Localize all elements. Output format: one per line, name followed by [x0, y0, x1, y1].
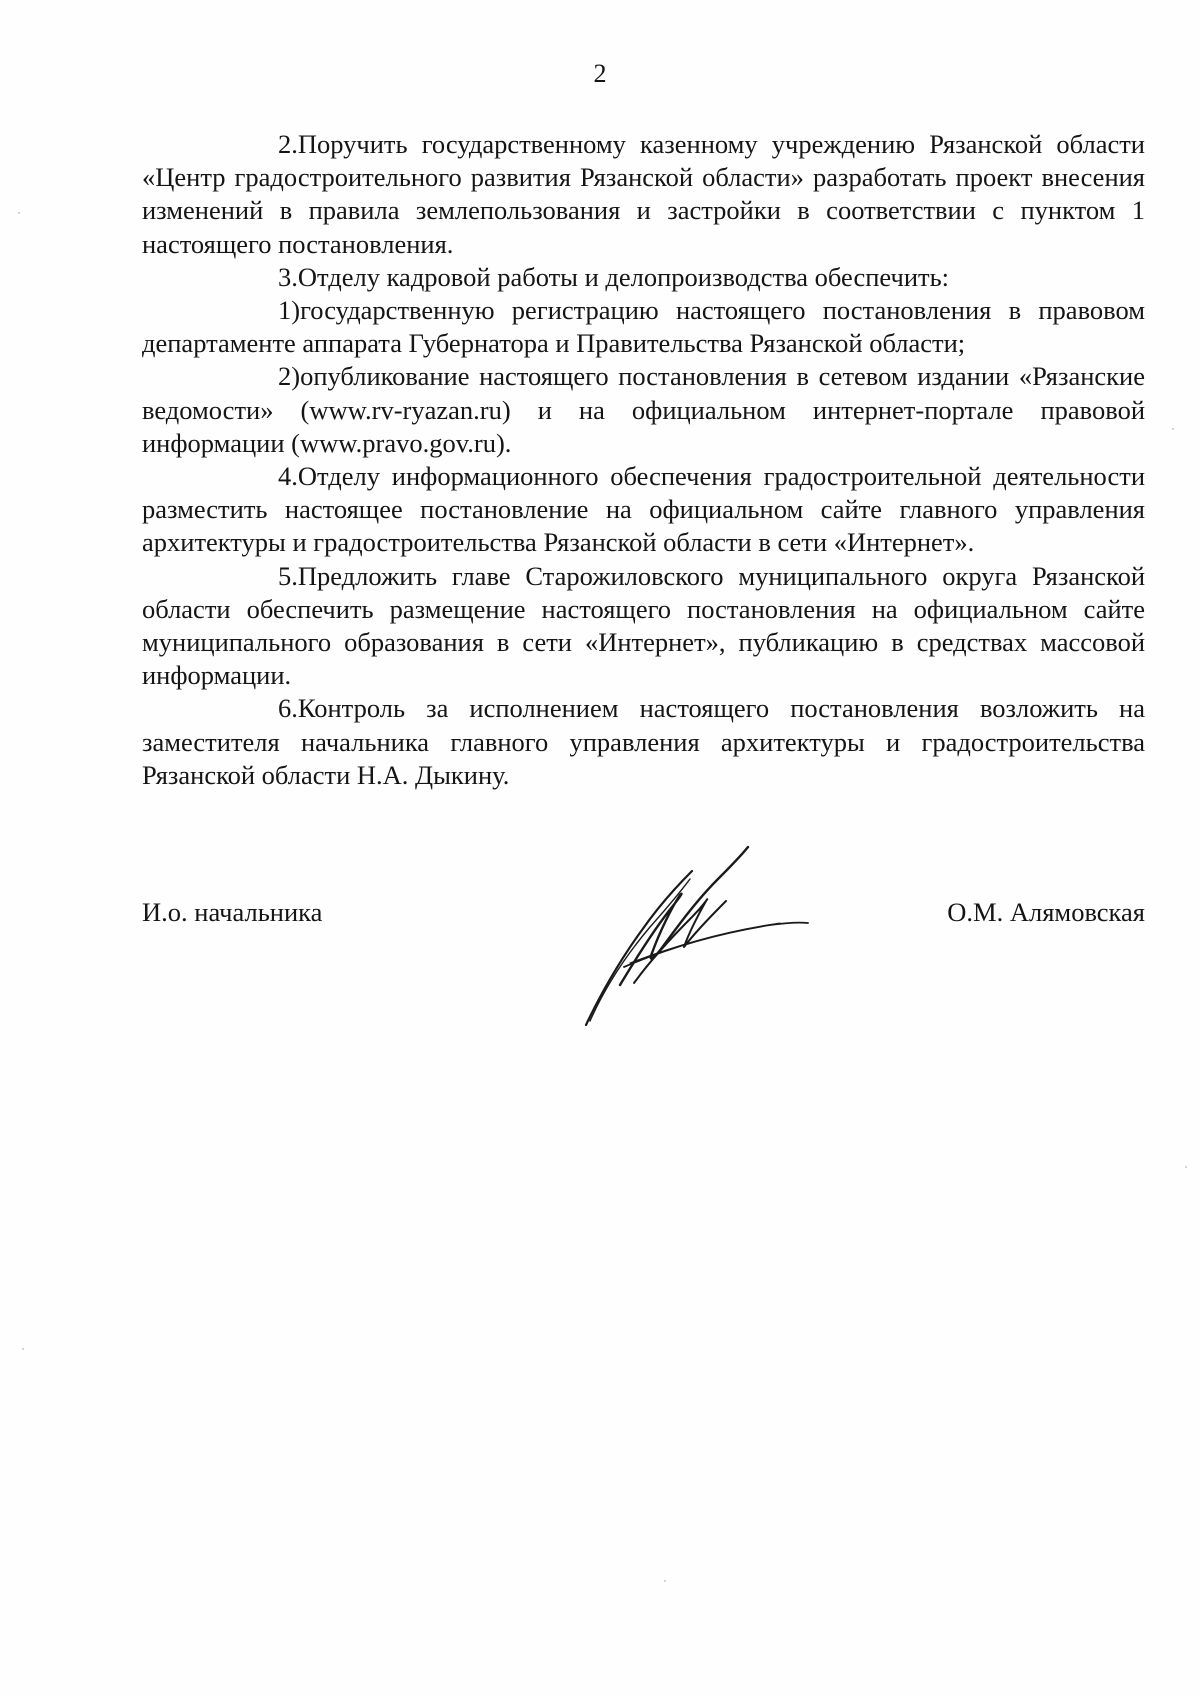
paragraph-item-4	[142, 460, 1145, 560]
paragraph-item-2	[142, 128, 1145, 261]
paragraph-text: государственную регистрацию настоящего постановления в правовом департаменте аппарата Губернатора и Правительства Рязанской области;	[142, 295, 1145, 359]
paragraph-text: Контроль за исполнением настоящего постановления возложить на заместителя начальника главного управления архитектуры и градостроительства Рязанской области Н.А. Дыкину.	[142, 693, 1145, 790]
signatory-name: О.М. Алямовская	[947, 897, 1145, 927]
paragraph-number: 2.	[278, 129, 298, 159]
scan-speck	[18, 212, 20, 214]
scan-speck	[22, 1348, 24, 1350]
page-number: 2	[593, 59, 607, 88]
paragraph-number: 3.	[278, 261, 298, 292]
paragraph-number: 4.	[278, 461, 298, 492]
paragraph-number: 2)	[278, 361, 301, 392]
paragraph-item-3	[142, 261, 1145, 294]
paragraph-text: Предложить главе Старожиловского муниципального округа Рязанской области обеспечить размещение настоящего постановления на официальном сайте муниципального образования в сети «Интернет», публикацию в средствах массовой информации.	[142, 560, 1145, 691]
paragraph-subitem-2	[142, 360, 1145, 460]
scan-speck	[1172, 428, 1174, 430]
document-body	[142, 128, 1145, 792]
paragraph-item-6	[142, 692, 1145, 792]
paragraph-number: 1)	[278, 295, 301, 326]
paragraph-number: 5.	[278, 560, 298, 591]
scan-speck	[664, 1580, 666, 1582]
paragraph-text: Поручить государственному казенному учреждению Рязанской области «Центр градостроительного развития Рязанской области» разработать проект внесения изменений в правила землепользования и застройки в соответствии с пунктом 1 настоящего постановления.	[142, 129, 1145, 259]
paragraph-text: Отделу кадровой работы и делопроизводства обеспечить:	[297, 261, 950, 292]
paragraph-subitem-1	[142, 294, 1145, 360]
handwritten-signature-icon	[580, 835, 810, 1035]
paragraph-text: Отделу информационного обеспечения градостроительной деятельности разместить настоящее постановление на официальном сайте главного управления архитектуры и градостроительства Рязанской области в сети «Интернет».	[142, 461, 1145, 558]
signatory-position: И.о. начальника	[142, 897, 323, 927]
paragraph-item-5	[142, 560, 1145, 693]
scan-speck	[1185, 1166, 1187, 1168]
paragraph-text: опубликование настоящего постановления в сетевом издании «Рязанские ведомости» (www.rv-ryazan.ru) и на официальном интернет-портале правовой информации (www.pravo.gov.ru).	[142, 361, 1145, 458]
paragraph-number: 6.	[278, 693, 298, 724]
